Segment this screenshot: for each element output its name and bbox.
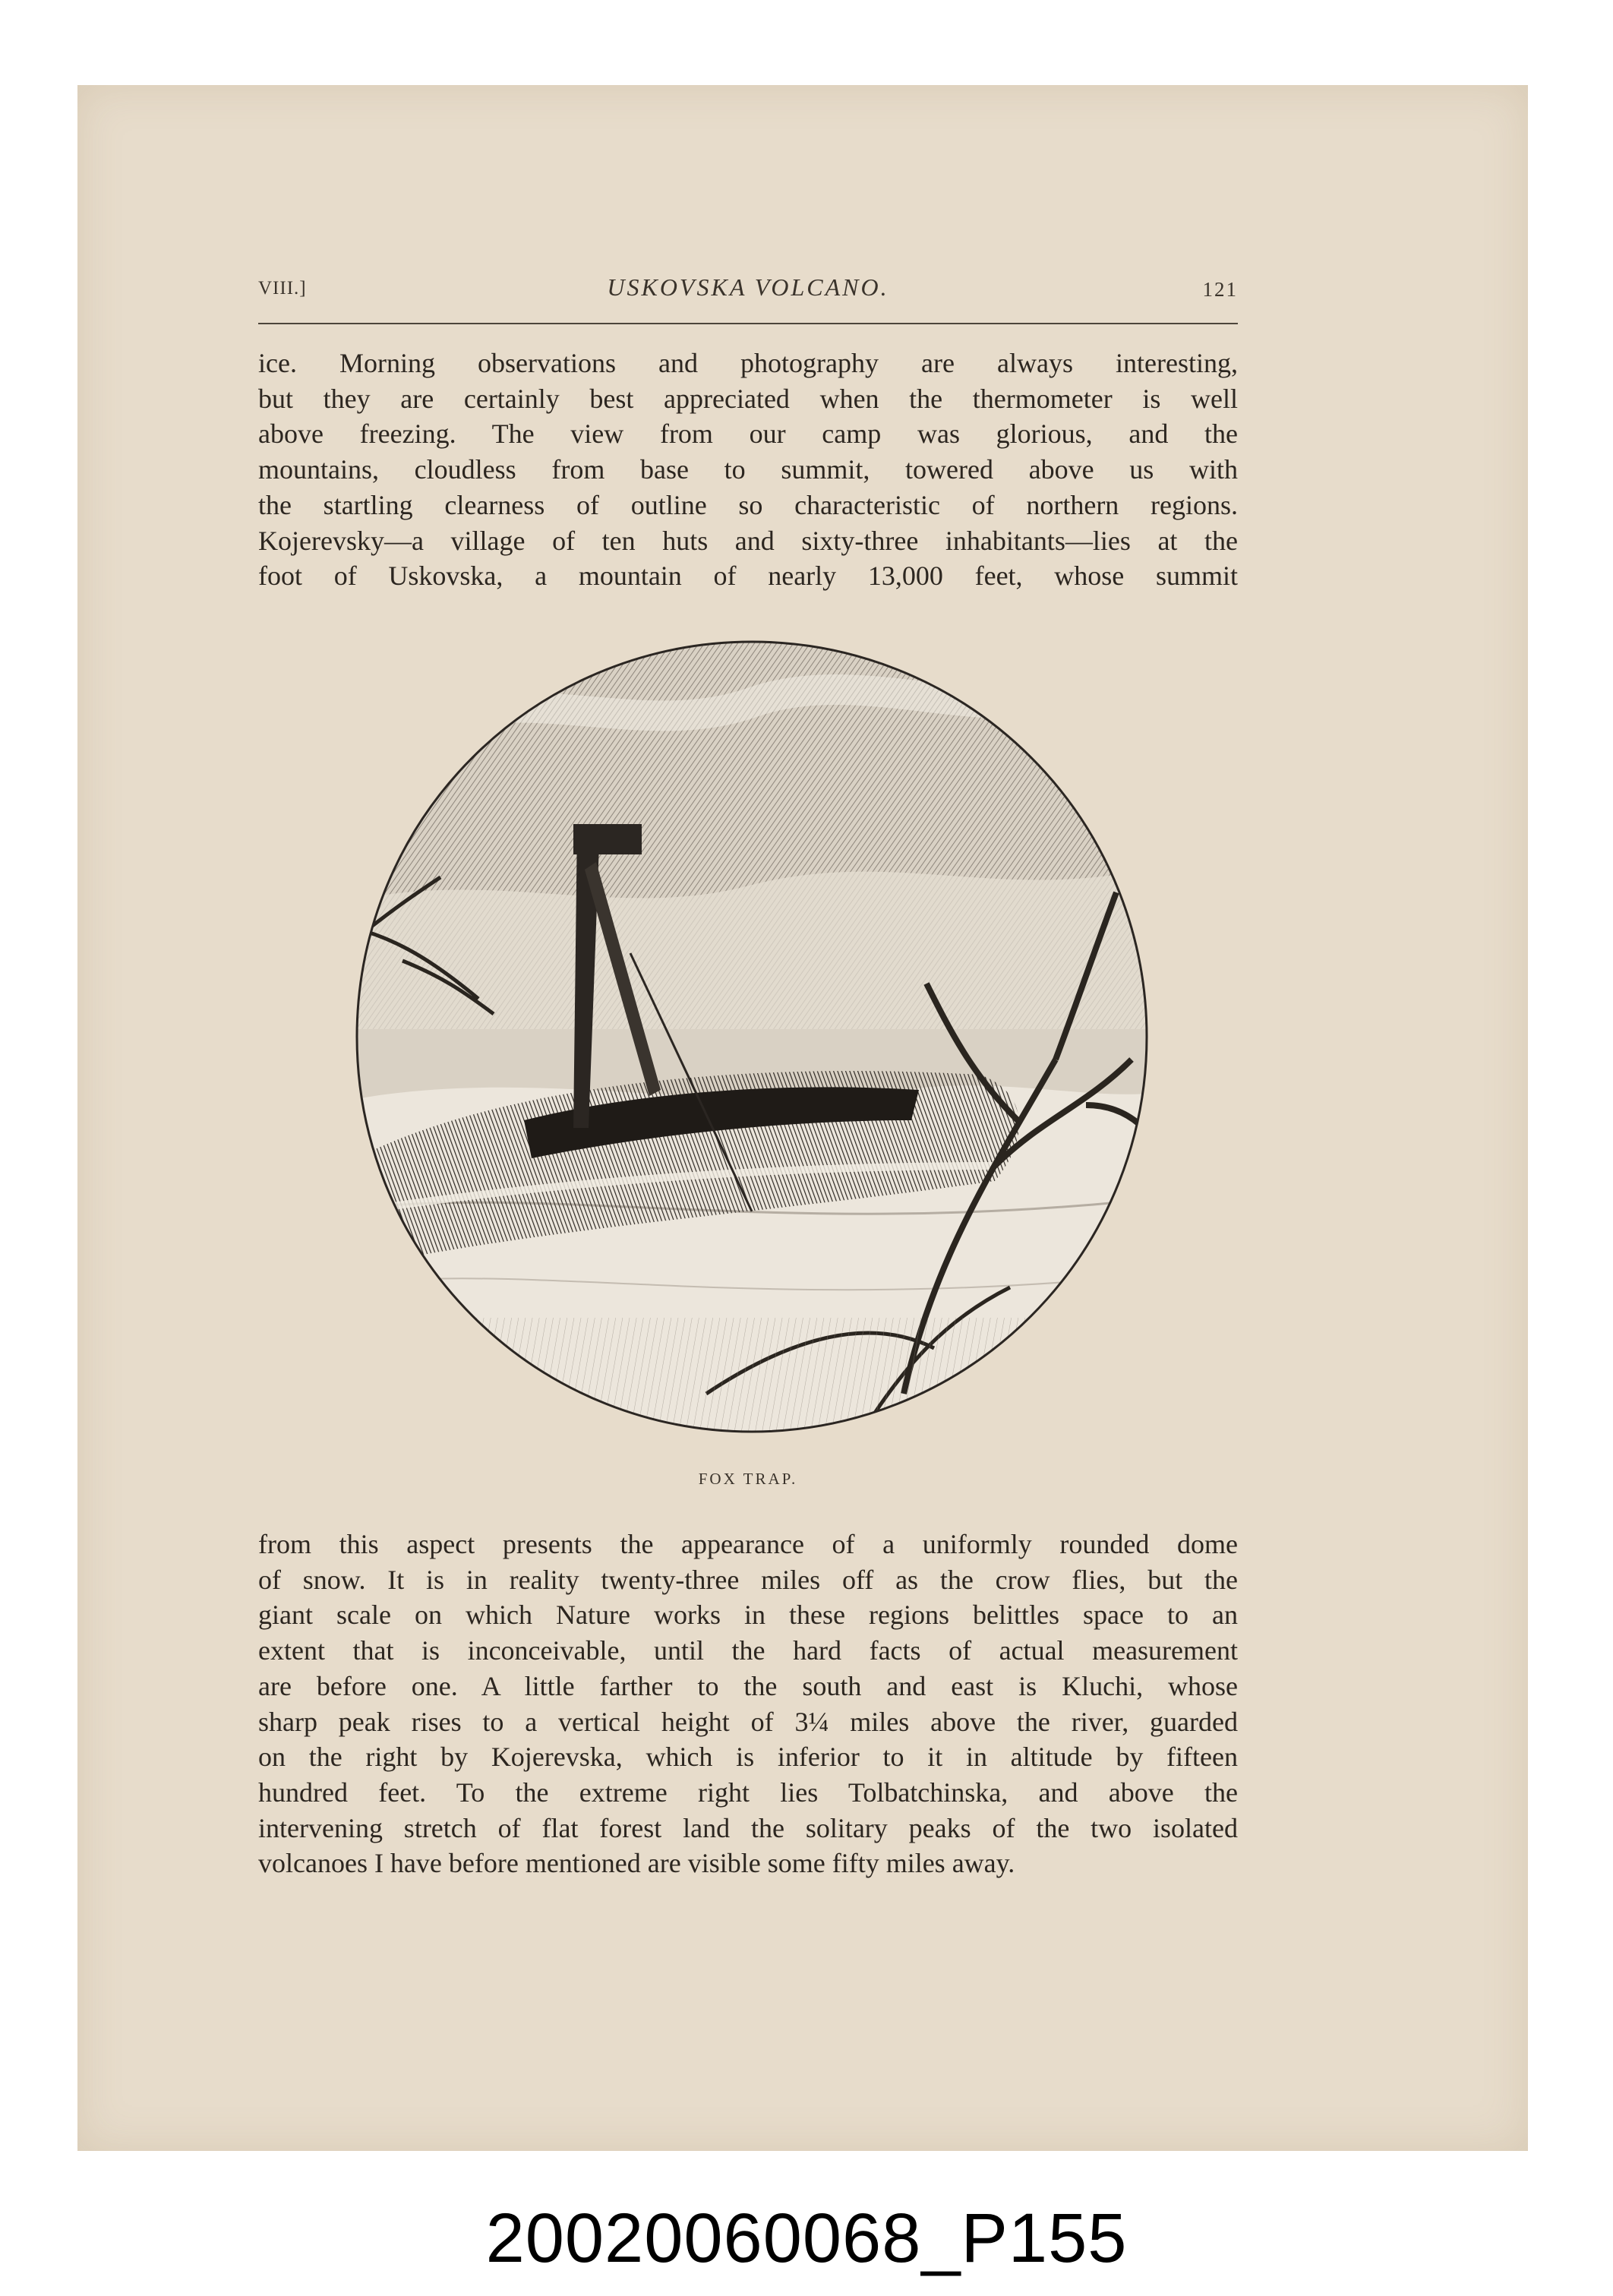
text-line: giant scale on which Nature works in these regions belittles space to an: [258, 1600, 1238, 1631]
text-line: of snow. It is in reality twenty-three miles off as the crow flies, but the: [258, 1564, 1238, 1595]
text-line: but they are certainly best appreciated when the thermometer is well: [258, 383, 1238, 414]
running-header: [258, 273, 1238, 311]
text-line: ice. Morning observations and photography are always interesting,: [258, 348, 1238, 378]
running-title: USKOVSKA VOLCANO.: [607, 273, 889, 301]
archive-file-id: 20020060068_P155: [485, 2200, 1128, 2277]
text-line: extent that is inconceivable, until the hard facts of actual measurement: [258, 1635, 1238, 1666]
text-line: sharp peak rises to a vertical height of 3¼ miles above the river, guarded: [258, 1706, 1238, 1737]
page-number: 121: [1202, 278, 1238, 301]
text-line: intervening stretch of flat forest land the solitary peaks of the two isolated: [258, 1812, 1238, 1843]
text-line: are before one. A little farther to the south and east is Kluchi, whose: [258, 1670, 1238, 1701]
text-line: from this aspect presents the appearance of a uniformly rounded dome: [258, 1529, 1238, 1559]
text-line: above freezing. The view from our camp was glorious, and the: [258, 418, 1238, 450]
header-rule: [258, 323, 1238, 324]
text-line: Kojerevsky—a village of ten huts and sixty-three inhabitants—lies at the: [258, 525, 1238, 556]
text-line: mountains, cloudless from base to summit, towered above us with: [258, 454, 1238, 485]
paragraph-bottom: [258, 1527, 1238, 1881]
paragraph-top: [258, 346, 1238, 594]
text-line: the startling clearness of outline so characteristic of northern regions.: [258, 489, 1238, 520]
text-line: volcanoes I have before mentioned are visible some fifty miles away.: [258, 1848, 1015, 1879]
text-line: on the right by Kojerevska, which is inferior to it in altitude by fifteen: [258, 1742, 1238, 1773]
text-line: hundred feet. To the extreme right lies Tolbatchinska, and above the: [258, 1776, 1238, 1808]
illustration-caption: FOX TRAP.: [698, 1470, 798, 1488]
chapter-marker: VIII.]: [258, 278, 307, 298]
fox-trap-engraving: [327, 634, 1177, 1439]
text-line: foot of Uskovska, a mountain of nearly 13,000 feet, whose summit: [258, 561, 1238, 592]
